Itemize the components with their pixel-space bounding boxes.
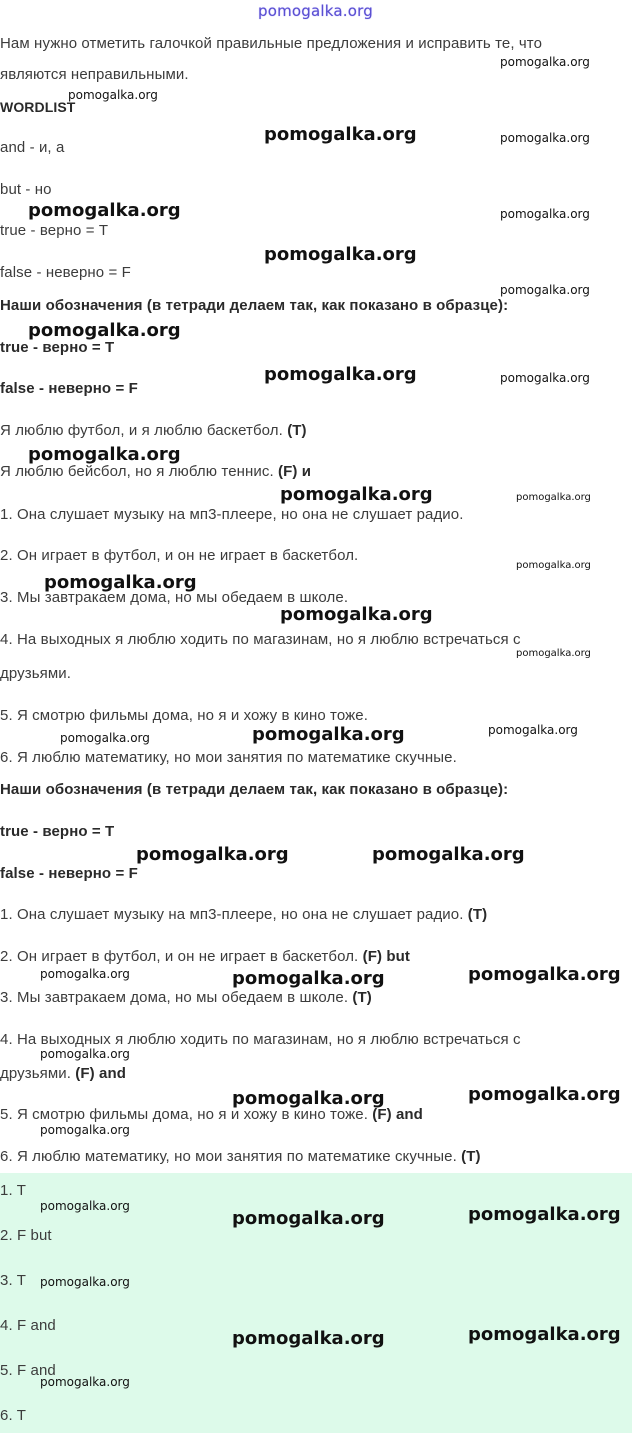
task-item: 1. Она слушает музыку на мп3-плеере, но она не слушает радио. (0, 506, 464, 523)
watermark: pomogalka.org (232, 1208, 385, 1229)
notation-title: Наши обозначения (в тетради делаем так, как показано в образце): (0, 297, 509, 314)
task-item: 4. На выходных я люблю ходить по магазинам, но я люблю встречаться с (0, 631, 521, 648)
answered-item (0, 947, 410, 967)
watermark: pomogalka.org (232, 1328, 385, 1349)
answered-text: 2. Он играет в футбол, и он не играет в баскетбол. (0, 948, 359, 965)
watermark: pomogalka.org (40, 967, 130, 981)
watermark: pomogalka.org (280, 604, 433, 625)
task-item: 3. Мы завтракаем дома, но мы обедаем в школе. (0, 589, 349, 606)
watermark: pomogalka.org (60, 731, 150, 745)
example-1-text: Я люблю футбол, и я люблю баскетбол. (0, 422, 283, 439)
answer-item: 1. T (0, 1182, 26, 1199)
intro-line-1: Нам нужно отметить галочкой правильные предложения и исправить те, что (0, 35, 543, 52)
watermark: pomogalka.org (516, 560, 591, 571)
task-item: 5. Я смотрю фильмы дома, но я и хожу в кино тоже. (0, 707, 368, 724)
watermark: pomogalka.org (468, 1324, 621, 1345)
answered-text: 3. Мы завтракаем дома, но мы обедаем в школе. (0, 989, 349, 1006)
watermark: pomogalka.org (40, 1275, 130, 1289)
answer-item: 5. F and (0, 1362, 56, 1379)
watermark: pomogalka.org (28, 320, 181, 341)
watermark: pomogalka.org (516, 492, 591, 503)
watermark: pomogalka.org (28, 200, 181, 221)
wordlist-item: and - и, а (0, 139, 65, 156)
answered-text: 5. Я смотрю фильмы дома, но я и хожу в кино тоже. (0, 1106, 368, 1123)
notation-false: false - неверно = F (0, 380, 138, 397)
answered-text: друзьями. (0, 1065, 72, 1082)
answered-text: 4. На выходных я люблю ходить по магазинам, но я люблю встречаться с (0, 1031, 521, 1048)
answer-item: 2. F but (0, 1227, 52, 1244)
answered-item (0, 1147, 481, 1167)
wordlist-item: but - но (0, 181, 52, 198)
watermark: pomogalka.org (232, 1088, 385, 1109)
example-1 (0, 421, 307, 441)
watermark: pomogalka.org (264, 124, 417, 145)
watermark: pomogalka.org (264, 364, 417, 385)
answered-mark: (T) (352, 989, 372, 1006)
task-item: друзьями. (0, 665, 72, 682)
watermark: pomogalka.org (68, 88, 158, 102)
watermark: pomogalka.org (136, 844, 289, 865)
answered-mark: (F) and (75, 1065, 126, 1082)
header-watermark: pomogalka.org (258, 2, 373, 20)
answered-mark: (F) and (372, 1106, 423, 1123)
answered-mark: (T) (461, 1148, 481, 1165)
watermark: pomogalka.org (252, 724, 405, 745)
watermark: pomogalka.org (372, 844, 525, 865)
notation-title: Наши обозначения (в тетради делаем так, как показано в образце): (0, 781, 509, 798)
watermark: pomogalka.org (44, 572, 197, 593)
wordlist-item: false - неверно = F (0, 264, 131, 281)
answer-item: 3. T (0, 1272, 26, 1289)
watermark: pomogalka.org (500, 371, 590, 385)
watermark: pomogalka.org (516, 648, 591, 659)
watermark: pomogalka.org (28, 444, 181, 465)
watermark: pomogalka.org (500, 131, 590, 145)
watermark: pomogalka.org (40, 1047, 130, 1061)
answer-item: 6. T (0, 1407, 26, 1424)
notation-false: false - неверно = F (0, 865, 138, 882)
answered-item (0, 905, 487, 925)
watermark: pomogalka.org (500, 283, 590, 297)
answered-item (0, 1064, 126, 1084)
task-item: 2. Он играет в футбол, и он не играет в баскетбол. (0, 547, 359, 564)
notation-true: true - верно = T (0, 339, 115, 356)
watermark: pomogalka.org (468, 1084, 621, 1105)
watermark: pomogalka.org (488, 723, 578, 737)
example-1-mark: (T) (287, 422, 307, 439)
example-2 (0, 462, 311, 482)
watermark: pomogalka.org (500, 207, 590, 221)
watermark: pomogalka.org (500, 55, 590, 69)
watermark: pomogalka.org (40, 1199, 130, 1213)
intro-line-2: являются неправильными. (0, 66, 189, 83)
answered-text: 1. Она слушает музыку на мп3-плеере, но она не слушает радио. (0, 906, 464, 923)
answered-mark: (T) (467, 906, 488, 923)
watermark: pomogalka.org (40, 1123, 130, 1137)
wordlist-title: WORDLIST (0, 99, 76, 115)
watermark: pomogalka.org (232, 968, 385, 989)
example-2-mark: (F) и (278, 463, 312, 480)
answered-item (0, 988, 372, 1008)
notation-true: true - верно = T (0, 823, 115, 840)
answered-mark: (F) but (362, 948, 410, 965)
example-2-text: Я люблю бейсбол, но я люблю теннис. (0, 463, 274, 480)
watermark: pomogalka.org (280, 484, 433, 505)
watermark: pomogalka.org (264, 244, 417, 265)
task-item: 6. Я люблю математику, но мои занятия по математике скучные. (0, 749, 457, 766)
watermark: pomogalka.org (468, 1204, 621, 1225)
answered-text: 6. Я люблю математику, но мои занятия по математике скучные. (0, 1148, 457, 1165)
watermark: pomogalka.org (468, 964, 621, 985)
answer-item: 4. F and (0, 1317, 56, 1334)
wordlist-item: true - верно = T (0, 222, 109, 239)
watermark: pomogalka.org (40, 1375, 130, 1389)
